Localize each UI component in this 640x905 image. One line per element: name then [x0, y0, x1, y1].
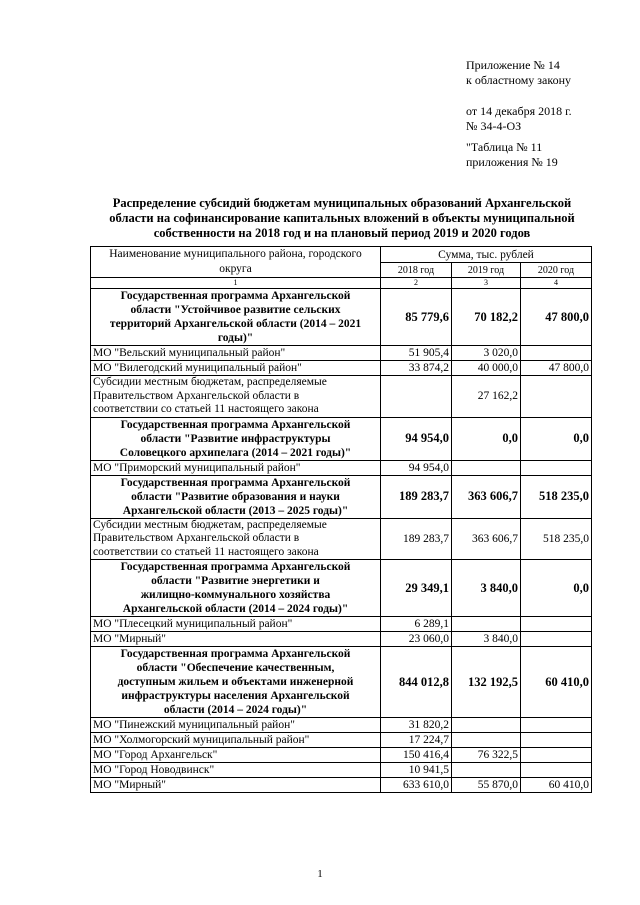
- table-row-program: [91, 560, 592, 617]
- row-name-line: Архангельской области (2014 – 2024 годы)": [122, 603, 349, 615]
- value-2019: 363 606,7: [452, 518, 521, 560]
- row-name-line: Государственная программа Архангельской: [120, 418, 351, 431]
- value-2018: 844 012,8: [381, 647, 452, 718]
- value-2019: 27 162,2: [452, 376, 521, 418]
- value-2018: 31 820,2: [381, 718, 452, 733]
- row-name-line: годы)": [217, 332, 254, 344]
- row-name: МО "Город Новодвинск": [91, 763, 381, 778]
- header-year-2018: 2018 год: [381, 263, 452, 278]
- value-2018: 10 941,5: [381, 763, 452, 778]
- row-name-line: Субсидии местным бюджетам, распределяемые: [93, 376, 327, 388]
- row-name-line: жилищно-коммунального хозяйства: [140, 589, 331, 601]
- value-2018: 85 779,6: [381, 289, 452, 346]
- table-row-program: [91, 289, 592, 346]
- column-index: 1: [91, 278, 381, 289]
- row-name: МО "Холмогорский муниципальный район": [91, 733, 381, 748]
- row-name: МО "Приморский муниципальный район": [91, 460, 381, 475]
- value-2019: [452, 617, 521, 632]
- column-index: 3: [452, 278, 521, 289]
- row-name-line: области "Развитие образования и науки: [131, 490, 340, 503]
- row-name-line: территорий Архангельской области (2014 – 2021: [109, 318, 362, 330]
- title-line: собственности на 2018 год и на плановый период 2019 и 2020 годов: [153, 226, 531, 240]
- value-2020: [521, 718, 592, 733]
- table-row-program: [91, 475, 592, 518]
- row-name: МО "Вельский муниципальный район": [91, 346, 381, 361]
- value-2020: 60 410,0: [521, 778, 592, 793]
- row-name-line: Соловецкого архипелага (2014 – 2021 годы)": [119, 446, 352, 459]
- row-name: [91, 289, 381, 346]
- row-name-line: инфраструктуры населения Архангельской: [121, 690, 350, 702]
- value-2019: [452, 718, 521, 733]
- row-name-line: Субсидии местным бюджетам, распределяемые: [93, 518, 327, 531]
- header-name-line: Наименование муниципального района, городского: [109, 248, 362, 260]
- row-name: МО "Пинежский муниципальный район": [91, 718, 381, 733]
- page-number: 1: [317, 868, 323, 880]
- row-name: МО "Плесецкий муниципальный район": [91, 617, 381, 632]
- value-2019: [452, 763, 521, 778]
- value-2020: [521, 460, 592, 475]
- value-2020: [521, 748, 592, 763]
- appendix-line: к областному закону: [466, 73, 572, 87]
- value-2020: [521, 346, 592, 361]
- header-year-2019: 2019 год: [452, 263, 521, 278]
- value-2019: 76 322,5: [452, 748, 521, 763]
- table-row: [91, 778, 592, 793]
- header-name-cell: [91, 247, 381, 278]
- value-2018: 29 349,1: [381, 560, 452, 617]
- row-name-line: соответствии со статьей 11 настоящего закона: [93, 545, 319, 558]
- value-2018: 33 874,2: [381, 361, 452, 376]
- title-line: Распределение субсидий бюджетам муниципальных образований Архангельской: [112, 196, 572, 210]
- value-2019: 363 606,7: [452, 475, 521, 518]
- row-name: [91, 518, 381, 560]
- value-2019: 132 192,5: [452, 647, 521, 718]
- row-name: [91, 475, 381, 518]
- appendix-line: приложения № 19: [466, 155, 558, 169]
- table-row: [91, 632, 592, 647]
- value-2019: 3 840,0: [452, 632, 521, 647]
- value-2020: 0,0: [521, 560, 592, 617]
- value-2018: 17 224,7: [381, 733, 452, 748]
- row-name-line: области "Обеспечение качественным,: [136, 662, 335, 674]
- appendix-law-number: № 34-4-ОЗ: [466, 119, 522, 133]
- subsidy-table: [90, 246, 592, 793]
- row-name: МО "Мирный": [91, 778, 381, 793]
- row-name: МО "Вилегодский муниципальный район": [91, 361, 381, 376]
- row-name-line: Государственная программа Архангельской: [120, 648, 351, 660]
- table-row: [91, 748, 592, 763]
- value-2019: 40 000,0: [452, 361, 521, 376]
- row-name-line: Архангельской области (2013 – 2025 годы)": [122, 504, 349, 517]
- table-row: [91, 361, 592, 376]
- row-name-line: доступным жильем и объектами инженерной: [117, 676, 354, 688]
- table-row: [91, 718, 592, 733]
- row-name: МО "Город Архангельск": [91, 748, 381, 763]
- value-2019: 3 840,0: [452, 560, 521, 617]
- value-2020: 518 235,0: [521, 475, 592, 518]
- value-2019: [452, 733, 521, 748]
- row-name-line: Государственная программа Архангельской: [120, 476, 351, 489]
- row-name: [91, 560, 381, 617]
- table-row: [91, 733, 592, 748]
- value-2018: 6 289,1: [381, 617, 452, 632]
- value-2020: 47 800,0: [521, 289, 592, 346]
- appendix-date: от 14 декабря 2018 г.: [466, 104, 572, 118]
- row-name: [91, 417, 381, 460]
- value-2018: 51 905,4: [381, 346, 452, 361]
- row-name-line: области (2014 – 2024 годы)": [163, 704, 308, 716]
- table-row: [91, 346, 592, 361]
- value-2020: 60 410,0: [521, 647, 592, 718]
- value-2018: [381, 376, 452, 418]
- header-sum-cell: Сумма, тыс. рублей: [381, 247, 592, 263]
- row-name: [91, 647, 381, 718]
- value-2020: [521, 376, 592, 418]
- row-name-line: области "Устойчивое развитие сельских: [130, 304, 341, 316]
- value-2020: 0,0: [521, 417, 592, 460]
- value-2018: 150 416,4: [381, 748, 452, 763]
- value-2020: [521, 733, 592, 748]
- table-body: [91, 289, 592, 793]
- row-name-line: области "Развитие энергетики и: [151, 575, 320, 587]
- value-2019: 0,0: [452, 417, 521, 460]
- value-2018: 633 610,0: [381, 778, 452, 793]
- document-title: [92, 196, 592, 241]
- row-name-line: Государственная программа Архангельской: [120, 561, 351, 573]
- table-row-program: [91, 417, 592, 460]
- table-row: [91, 518, 592, 560]
- table-row: [91, 460, 592, 475]
- column-index: 2: [381, 278, 452, 289]
- value-2020: 47 800,0: [521, 361, 592, 376]
- row-name-line: Государственная программа Архангельской: [120, 290, 351, 302]
- value-2018: 23 060,0: [381, 632, 452, 647]
- row-name-line: Правительством Архангельской области в: [93, 532, 300, 544]
- appendix-line: Приложение № 14: [466, 58, 560, 72]
- title-line: области на софинансирование капитальных вложений в объекты муниципальной: [109, 211, 575, 225]
- value-2019: 70 182,2: [452, 289, 521, 346]
- value-2020: [521, 617, 592, 632]
- value-2020: [521, 763, 592, 778]
- header-year-2020: 2020 год: [521, 263, 592, 278]
- table-row: [91, 763, 592, 778]
- value-2020: [521, 632, 592, 647]
- value-2020: 518 235,0: [521, 518, 592, 560]
- row-name-line: соответствии со статьей 11 настоящего закона: [93, 403, 319, 415]
- value-2018: 94 954,0: [381, 417, 452, 460]
- table-row: [91, 376, 592, 418]
- value-2018: 189 283,7: [381, 518, 452, 560]
- value-2019: [452, 460, 521, 475]
- row-name-line: Правительством Архангельской области в: [93, 389, 300, 402]
- appendix-line: "Таблица № 11: [466, 140, 543, 154]
- column-index: 4: [521, 278, 592, 289]
- row-name: МО "Мирный": [91, 632, 381, 647]
- value-2019: 55 870,0: [452, 778, 521, 793]
- header-name-line: округа: [219, 263, 252, 275]
- row-name-line: области "Развитие инфраструктуры: [140, 432, 331, 445]
- value-2018: 189 283,7: [381, 475, 452, 518]
- row-name: [91, 376, 381, 418]
- value-2019: 3 020,0: [452, 346, 521, 361]
- table-row-program: [91, 647, 592, 718]
- appendix-block: [466, 58, 572, 170]
- table-row: [91, 617, 592, 632]
- value-2018: 94 954,0: [381, 460, 452, 475]
